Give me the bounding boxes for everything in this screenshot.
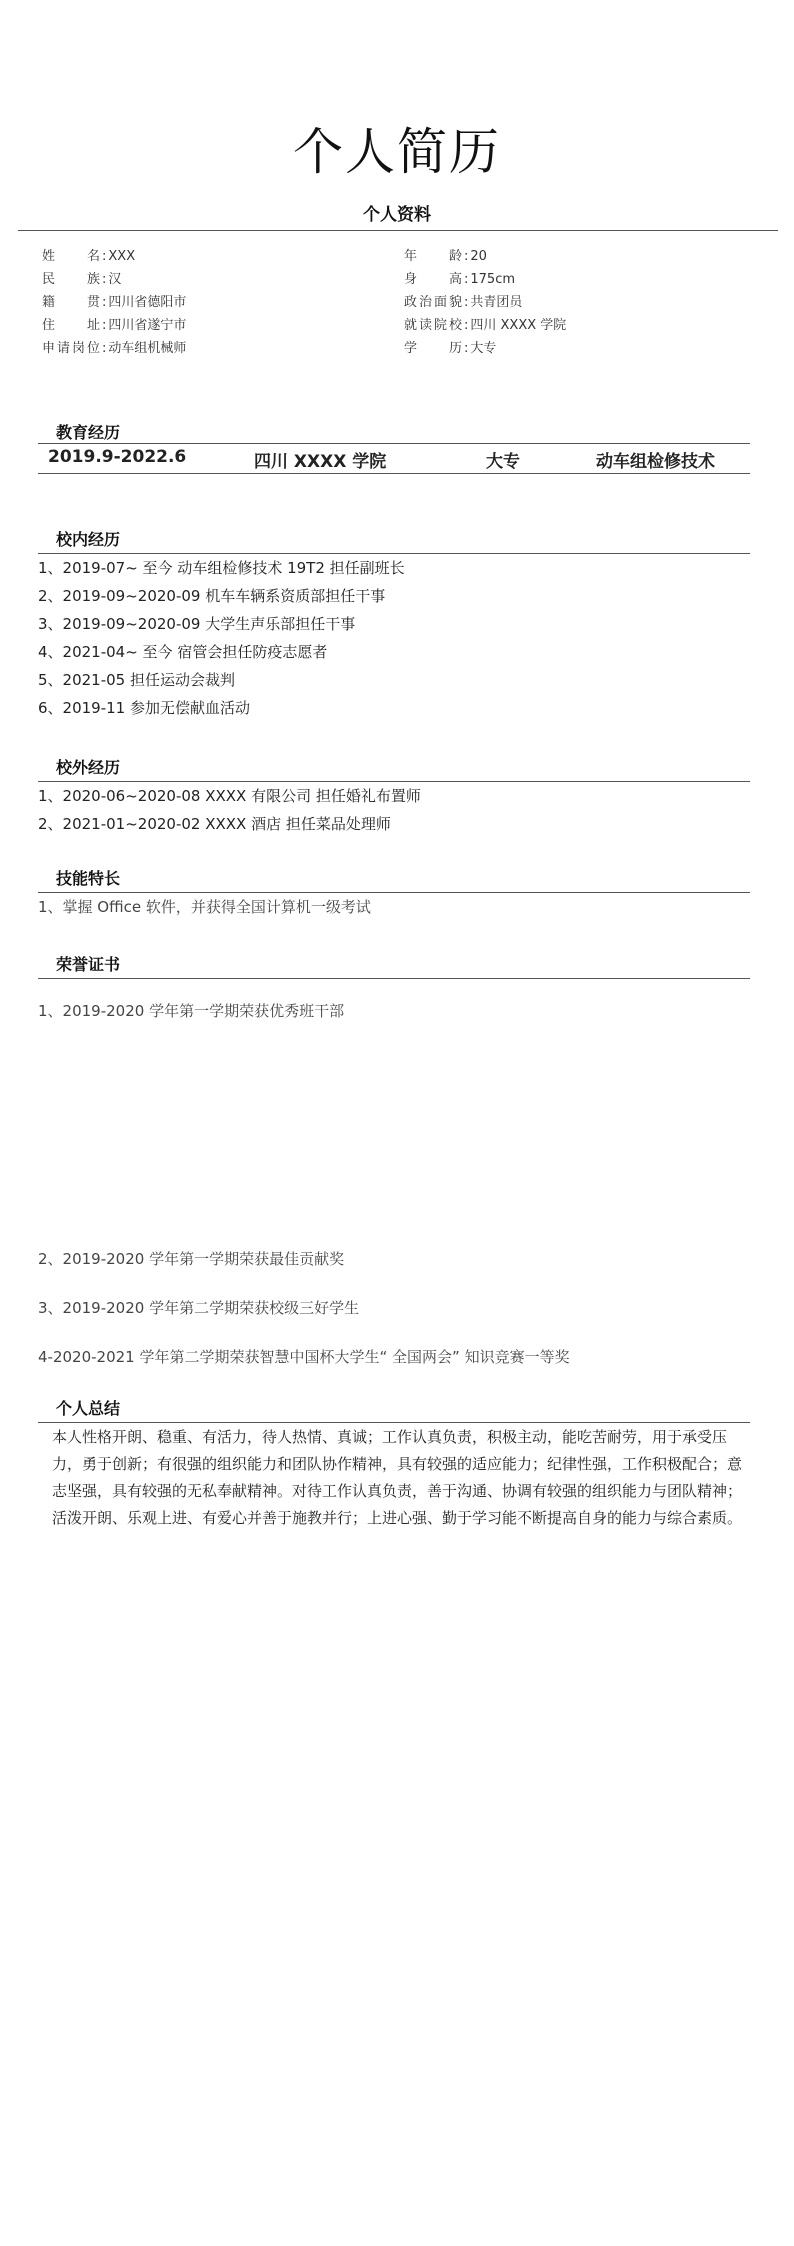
- education-period: 2019.9-2022.6: [48, 447, 187, 467]
- info-value: 大专: [470, 341, 497, 356]
- info-age: 年龄 : 20: [404, 245, 487, 264]
- info-value: 动车组机械师: [108, 341, 187, 356]
- info-label: 姓名: [42, 249, 100, 264]
- info-value: 20: [470, 249, 487, 264]
- divider: [38, 553, 750, 554]
- info-value: 四川省德阳市: [108, 295, 187, 310]
- skills-heading: 技能特长: [56, 869, 121, 888]
- info-value: XXX: [108, 249, 136, 264]
- list-item: 4-2020-2021 学年第二学期荣获智慧中国杯大学生“ 全国两会” 知识竞赛一等奖: [38, 1348, 570, 1366]
- honors-heading: 荣誉证书: [56, 955, 121, 974]
- resume-title: 个人简历: [293, 123, 501, 181]
- info-height: 身高 : 175cm: [404, 268, 515, 287]
- list-item: 6、2019-11 参加无偿献血活动: [38, 699, 250, 717]
- personal-info-heading: 个人资料: [363, 205, 431, 225]
- divider: [38, 978, 750, 979]
- list-item: 2、2019-09~2020-09 机车车辆系资质部担任干事: [38, 587, 386, 605]
- info-value: 175cm: [470, 272, 516, 287]
- list-item: 1、2020-06~2020-08 XXXX 有限公司 担任婚礼布置师: [38, 787, 421, 805]
- info-label: 民族: [42, 272, 100, 287]
- divider: [38, 781, 750, 782]
- divider: [38, 1422, 750, 1423]
- divider: [38, 892, 750, 893]
- info-value: 四川 XXXX 学院: [470, 318, 567, 333]
- list-item: 2、2021-01~2020-02 XXXX 酒店 担任菜品处理师: [38, 815, 391, 833]
- info-value: 共青团员: [470, 295, 523, 310]
- list-item: 5、2021-05 担任运动会裁判: [38, 671, 235, 689]
- info-school: 就读院校 : 四川 XXXX 学院: [404, 314, 566, 333]
- external-heading: 校外经历: [56, 758, 121, 777]
- info-label: 住址: [42, 318, 100, 333]
- education-school: 四川 XXXX 学院: [254, 452, 387, 472]
- info-ethnicity: 民族 : 汉: [42, 268, 121, 287]
- info-label: 就读院校: [404, 318, 462, 333]
- education-heading: 教育经历: [56, 423, 121, 442]
- info-value: 汉: [108, 272, 122, 287]
- campus-heading: 校内经历: [56, 530, 121, 549]
- info-label: 政治面貌: [404, 295, 462, 310]
- list-item: 3、2019-2020 学年第二学期荣获校级三好学生: [38, 1299, 360, 1317]
- info-label: 学历: [404, 341, 462, 356]
- list-item: 2、2019-2020 学年第一学期荣获最佳贡献奖: [38, 1250, 345, 1268]
- info-address: 住址 : 四川省遂宁市: [42, 314, 186, 333]
- education-degree: 大专: [486, 452, 520, 472]
- list-item: 4、2021-04~ 至今 宿管会担任防疫志愿者: [38, 643, 328, 661]
- info-label: 身高: [404, 272, 462, 287]
- divider: [38, 443, 750, 444]
- list-item: 1、掌握 Office 软件，并获得全国计算机一级考试: [38, 898, 371, 916]
- info-value: 四川省遂宁市: [108, 318, 187, 333]
- info-political-status: 政治面貌 : 共青团员: [404, 291, 522, 310]
- education-major: 动车组检修技术: [596, 452, 715, 472]
- info-label: 籍贯: [42, 295, 100, 310]
- summary-text: 本人性格开朗、稳重、有活力，待人热情、真诚；工作认真负责，积极主动，能吃苦耐劳，用于承受压力，勇于创新；有很强的组织能力和团队协作精神，具有较强的适应能力；纪律性强，工作积极配合；意志坚强，具有较强的无私奉献精神。对待工作认真负责，善于沟通、协调有较强的组织能力与团队精神；活泼开朗、乐观上进、有爱心并善于施教并行；上进心强、勤于学习能不断提高自身的能力与综合素质。: [52, 1428, 743, 1527]
- info-label: 申请岗位: [42, 341, 100, 356]
- info-label: 年龄: [404, 249, 462, 264]
- info-degree: 学历 : 大专: [404, 337, 496, 356]
- list-item: 3、2019-09~2020-09 大学生声乐部担任干事: [38, 615, 356, 633]
- list-item: 1、2019-07~ 至今 动车组检修技术 19T2 担任副班长: [38, 559, 405, 577]
- info-native-place: 籍贯 : 四川省德阳市: [42, 291, 186, 310]
- info-position: 申请岗位 : 动车组机械师: [42, 337, 186, 356]
- info-name: 姓名 : XXX: [42, 245, 135, 264]
- divider: [18, 230, 778, 231]
- summary-heading: 个人总结: [56, 1399, 121, 1418]
- divider: [38, 473, 750, 474]
- list-item: 1、2019-2020 学年第一学期荣获优秀班干部: [38, 1002, 345, 1020]
